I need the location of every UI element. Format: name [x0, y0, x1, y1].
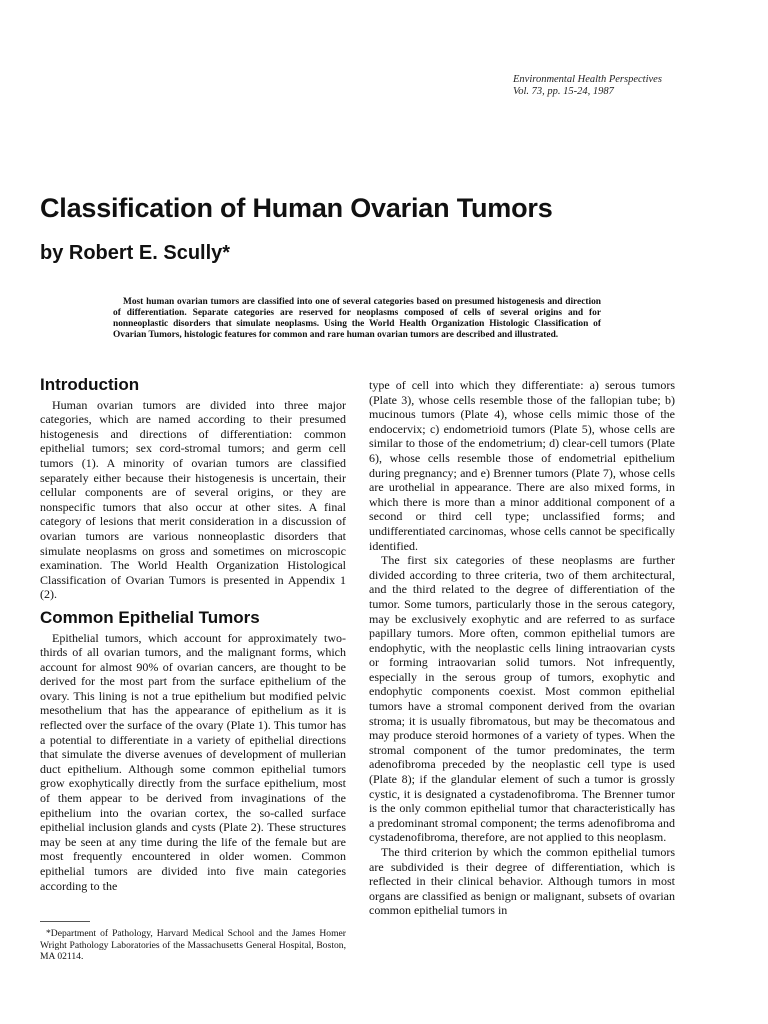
article-abstract: Most human ovarian tumors are classified into one of several categories based on presumed histogenesis and direction of differentiation. Separate categories are reserved for neoplasms composed of cells of several origins and for nonneoplastic disorders that simulate neoplasms. Using the World Health Organization Histologic Classification of Ovarian Tumors, histologic features for common and rare human ovarian tumors are described and illustrated.	[113, 297, 601, 340]
author-affiliation-footnote: *Department of Pathology, Harvard Medical School and the James Homer Wright Pathology Laboratories of the Massachusetts General Hospital, Boston, MA 02114.	[40, 928, 346, 963]
introduction-paragraph: Human ovarian tumors are divided into three major categories, which are named according to their presumed histogenesis and directions of differentiation: common epithelial tumors; sex cord-stromal tumors; and germ cell tumors (1). A minority of ovarian tumors are classified separately either because their histogenesis is uncertain, their cellular components are of several origins, or they are nonspecific tumors that also occur at other sites. A final category of lesions that merit consideration in a discussion of ovarian tumors are various nonneoplastic disorders that simulate neoplasms on gross and sometimes on microscopic examination. The World Health Organization Histological Classification of Ovarian Tumors is presented in Appendix 1 (2).	[40, 397, 346, 602]
right-paragraph-3: The third criterion by which the common epithelial tumors are subdivided is their degree of differentiation, which is reflected in their clinical behavior. Although tumors in most organs are classified as benign or malignant, subsets of ovarian common epithelial tumors in	[369, 845, 675, 918]
journal-name: Environmental Health Perspectives	[513, 74, 662, 85]
section-heading-introduction: Introduction	[40, 375, 140, 394]
right-paragraph-1: type of cell into which they differentiate: a) serous tumors (Plate 3), whose cells resemble those of the fallopian tube; b) mucinous tumors (Plate 4), whose cells mimic those of the endocervix; c) endometrioid tumors (Plate 5), whose cells are similar to those of the endometrium; d) clear-cell tumors (Plate 6), whose cells resemble those of endometrial epithelium during pregnancy; and e) Brenner tumors (Plate 7), whose cells are urothelial in appearance. There are also mixed forms, in which there is more than a minor additional component of a second or third cell type; unclassified forms; and undifferentiated carcinomas, whose cells cannot be specifically identified.	[369, 378, 675, 553]
journal-citation	[513, 74, 662, 98]
journal-volume: Vol. 73, pp. 15-24, 1987	[513, 86, 614, 97]
right-paragraph-2: The first six categories of these neoplasms are further divided according to three criteria, two of them architectural, and the third related to the degree of differentiation of the tumor. Some tumors, particularly those in the serous category, may be exclusively exophytic and are referred to as surface papillary tumors. More often, common epithelial tumors are endophytic, with the neoplastic cells lining intraovarian cysts or forming intraovarian solid tumors. Not infrequently, especially in the serous group of tumors, exophytic and endophytic components coexist. Most common epithelial tumors have a stromal component derived from the ovarian stroma; it is usually fibromatous, but may be thecomatous and may produce steroid hormones of a variety of types. When the stromal component of the tumor predominates, the term adenofibroma preceded by the neoplastic cell type is used (Plate 8); if the glandular element of such a tumor is grossly cystic, it is designated a cystadenofibroma. The Brenner tumor is the only common epithelial tumor that characteristically has a predominant stromal component; the terms adenofibroma and cystadenofibroma, therefore, are not applied to this neoplasm.	[369, 553, 675, 845]
left-column	[40, 375, 346, 893]
article-title: Classification of Human Ovarian Tumors	[40, 193, 553, 223]
footnote-divider	[40, 921, 90, 922]
article-byline: by Robert E. Scully*	[40, 242, 231, 264]
section-heading-common-epithelial-tumors: Common Epithelial Tumors	[40, 607, 260, 627]
right-column	[369, 378, 675, 918]
epithelial-paragraph: Epithelial tumors, which account for approximately two-thirds of all ovarian tumors, and the malignant forms, which account for almost 90% of ovarian cancers, are thought to be derived for the most part from the surface epithelium of the ovary. This lining is not a true epithelium but modified pelvic mesothelium that has the appearance of epithelium as it is reflected over the surface of the ovary (Plate 1). This tumor has a potential to differentiate in a variety of epithelial directions that simulate the diverse avenues of development of mullerian duct epithelium. Although some common epithelial tumors grow exophytically directly from the surface epithelium, most of them appear to be derived from invaginations of the epithelium into the ovarian cortex, the so-called surface epithelial inclusion glands and cysts (Plate 2). These structures may be seen at any time during the life of the female but are most frequently encountered in older women. Common epithelial tumors are divided into five main categories according to the	[40, 630, 346, 893]
